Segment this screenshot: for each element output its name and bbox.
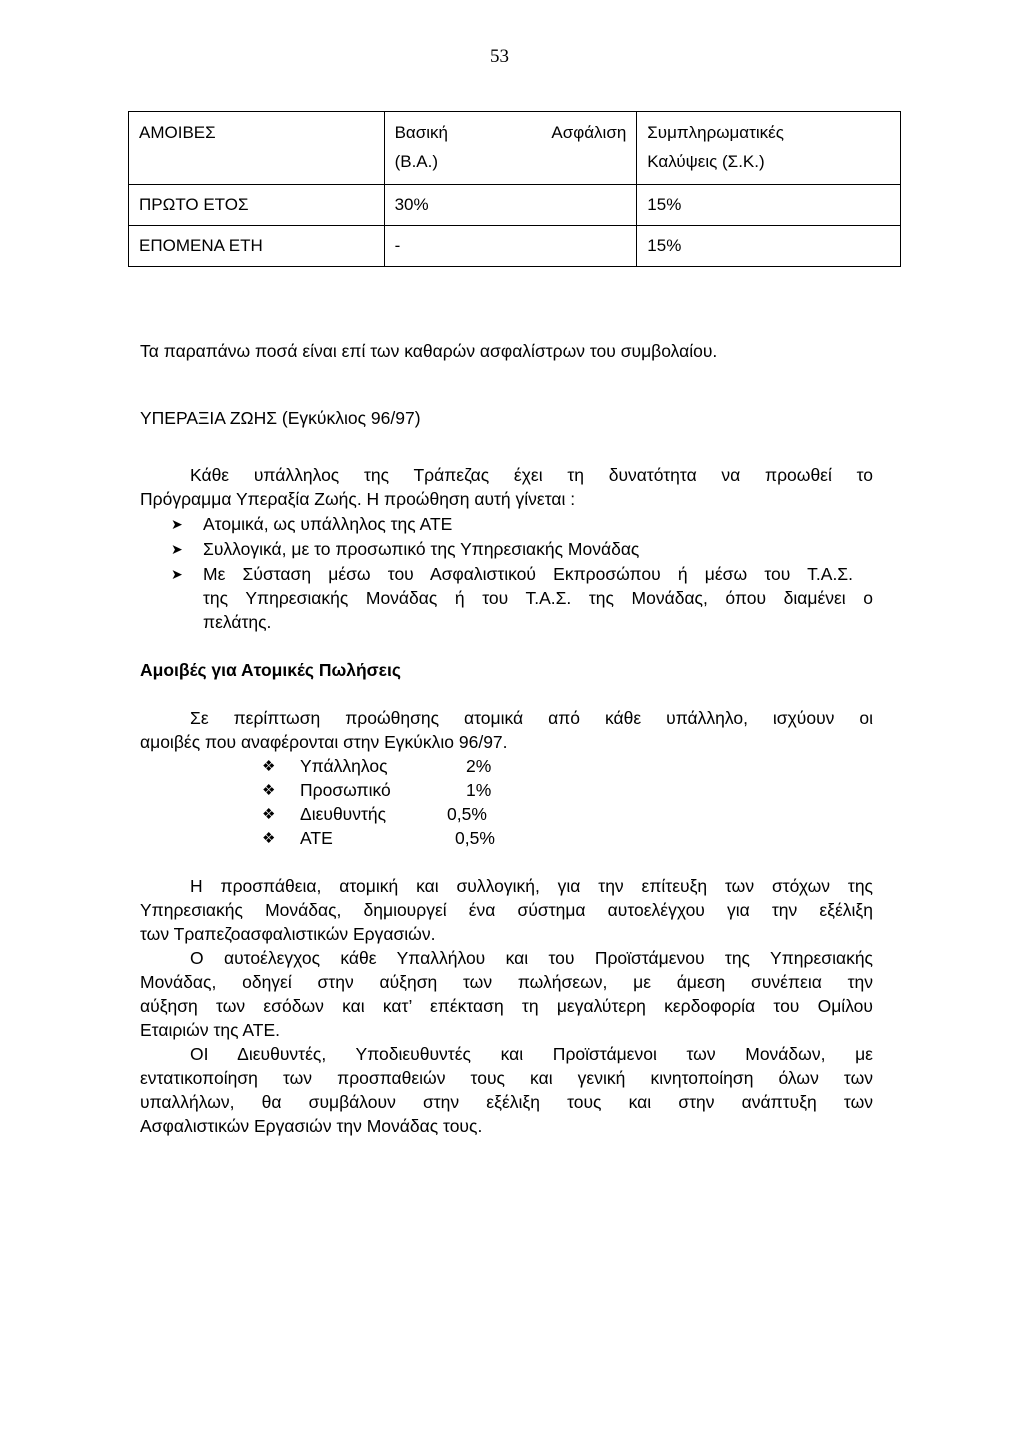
diamond-bullet-icon: ❖ xyxy=(262,806,276,823)
diamond-bullet-icon: ❖ xyxy=(262,782,276,799)
row-sk-value: 15% xyxy=(637,185,901,226)
row-ba-value: - xyxy=(384,226,637,267)
paragraph-line: Εταιριών της ΑΤΕ. xyxy=(140,1020,281,1040)
row-sk-value: 15% xyxy=(637,226,901,267)
paragraph-line: Σε περίπτωση προώθησης ατομικά από κάθε υπάλληλο, ισχύουν οι xyxy=(190,708,873,728)
paragraph-line: αύξηση των εσόδων και κατ’ επέκταση τη μεγαλύτερη κερδοφορία του Ομίλου xyxy=(140,996,873,1016)
paragraph-line: Υπηρεσιακής Μονάδας, δημιουργεί ένα σύστημα αυτοελέγχου για την εξέλιξη xyxy=(140,900,873,920)
bullet-item-continuation: πελάτης. xyxy=(203,612,272,632)
paragraph-line: των Τραπεζοασφαλιστικών Εργασιών. xyxy=(140,924,436,944)
header-supplementary-coverage: Συμπληρωματικές Καλύψεις (Σ.Κ.) xyxy=(637,112,901,185)
table-header-row xyxy=(129,112,901,185)
rate-value: 0,5% xyxy=(447,804,487,824)
rate-label: ΑΤΕ xyxy=(300,828,333,848)
paragraph-line: Μονάδας, οδηγεί στην αύξηση των πωλήσεων, με άμεση συνέπεια την xyxy=(140,972,873,992)
bullet-item: Συλλογικά, με το προσωπικό της Υπηρεσιακής Μονάδας xyxy=(203,539,640,559)
header-basic-insurance: Βασική Ασφάλιση (Β.Α.) xyxy=(384,112,637,185)
table-row xyxy=(129,226,901,267)
section-heading: ΥΠΕΡΑΞΙΑ ΖΩΗΣ (Εγκύκλιος 96/97) xyxy=(140,408,421,428)
row-label: ΕΠΟΜΕΝΑ ΕΤΗ xyxy=(129,226,385,267)
header-fees: ΑΜΟΙΒΕΣ xyxy=(129,112,385,185)
table-row xyxy=(129,185,901,226)
rate-value: 0,5% xyxy=(455,828,495,848)
diamond-bullet-icon: ❖ xyxy=(262,758,276,775)
paragraph-line: ΟΙ Διευθυντές, Υποδιευθυντές και Προϊστάμενοι των Μονάδων, με xyxy=(190,1044,873,1064)
rate-value: 2% xyxy=(466,756,492,776)
paragraph-line: εντατικοποίηση των προσπαθειών τους και γενική κινητοποίηση όλων των xyxy=(140,1068,873,1088)
paragraph-line: Ασφαλιστικών Εργασιών την Μονάδας τους. xyxy=(140,1116,483,1136)
arrow-bullet-icon: ➤ xyxy=(171,516,183,532)
arrow-bullet-icon: ➤ xyxy=(171,566,183,582)
paragraph-line: Η προσπάθεια, ατομική και συλλογική, για την επίτευξη των στόχων της xyxy=(190,876,873,896)
fees-table xyxy=(128,111,901,267)
arrow-bullet-icon: ➤ xyxy=(171,541,183,557)
row-label: ΠΡΩΤΟ ΕΤΟΣ xyxy=(129,185,385,226)
paragraph-line: Πρόγραμμα Υπεραξία Ζωής. Η προώθηση αυτή γίνεται : xyxy=(140,489,576,509)
paragraph-line: υπαλλήλων, θα συμβάλουν στην εξέλιξη τους και στην ανάπτυξη των xyxy=(140,1092,873,1112)
diamond-bullet-icon: ❖ xyxy=(262,830,276,847)
rate-value: 1% xyxy=(466,780,492,800)
rate-label: Διευθυντής xyxy=(300,804,387,824)
paragraph-line: Κάθε υπάλληλος της Τράπεζας έχει τη δυνατότητα να προωθεί το xyxy=(190,465,873,485)
table-note: Τα παραπάνω ποσά είναι επί των καθαρών ασφαλίστρων του συμβολαίου. xyxy=(140,341,718,361)
row-ba-value: 30% xyxy=(384,185,637,226)
paragraph-line: αμοιβές που αναφέρονται στην Εγκύκλιο 96/97. xyxy=(140,732,508,752)
page-number: 53 xyxy=(490,46,509,67)
rate-label: Προσωπικό xyxy=(300,780,391,800)
rate-label: Υπάλληλος xyxy=(300,756,388,776)
paragraph-line: Ο αυτοέλεγχος κάθε Υπαλλήλου και του Προϊστάμενου της Υπηρεσιακής xyxy=(190,948,873,968)
bullet-item: Με Σύσταση μέσω του Ασφαλιστικού Εκπροσώπου ή μέσω του Τ.Α.Σ. xyxy=(203,564,853,584)
bullet-item: Ατομικά, ως υπάλληλος της ΑΤΕ xyxy=(203,514,453,534)
section-heading: Αμοιβές για Ατομικές Πωλήσεις xyxy=(140,660,401,680)
bullet-item-continuation: της Υπηρεσιακής Μονάδας ή του Τ.Α.Σ. της Μονάδας, όπου διαμένει ο xyxy=(203,588,873,608)
